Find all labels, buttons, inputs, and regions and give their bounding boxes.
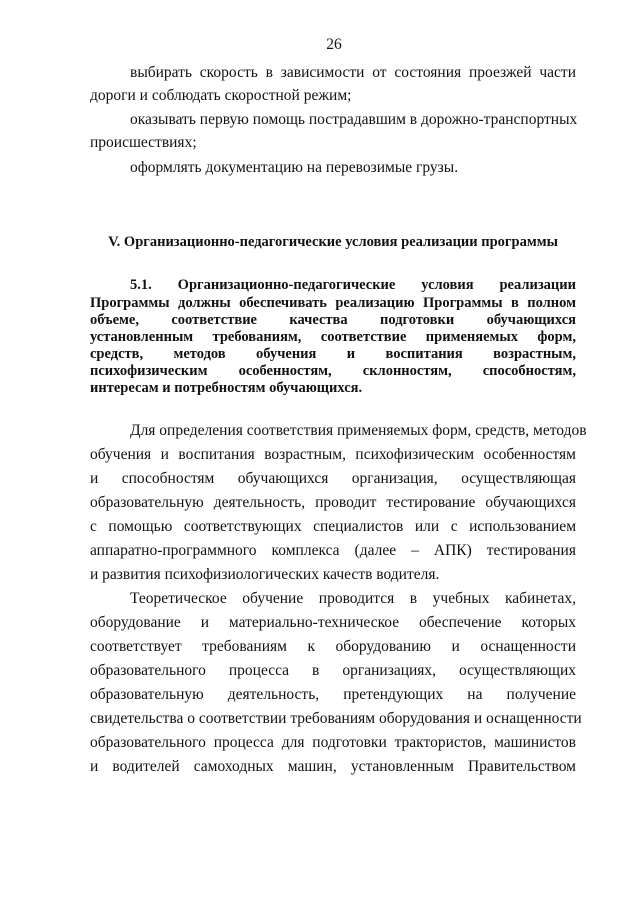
para2-line-7: образовательного процесса для подготовки трактористов, машинистов [90, 734, 576, 751]
bold-para-line-4: установленным требованиям, соответствие применяемых форм, [90, 329, 576, 345]
bold-para-line-3: объеме, соответствие качества подготовки обучающихся [90, 312, 576, 328]
bold-para-line-2: Программы должны обеспечивать реализацию Программы в полном [90, 295, 576, 311]
para2-line-3: соответствует требованиям к оборудованию и оснащенности [90, 638, 576, 655]
list-item-3-line-1: оформлять документацию на перевозимые грузы. [130, 159, 459, 176]
section-heading: V. Организационно-педагогические условия реализации программы [108, 234, 558, 250]
bold-para-line-1: 5.1. Организационно-педагогические условия реализации [130, 277, 576, 293]
para2-line-1: Теоретическое обучение проводится в учебных кабинетах, [130, 590, 576, 607]
para1-line-3: и способностям обучающихся организация, осуществляющая [90, 470, 576, 487]
list-item-2-line-1: оказывать первую помощь пострадавшим в дорожно-транспортных [130, 111, 578, 128]
para1-line-4: образовательную деятельность, проводит тестирование обучающихся [90, 494, 576, 511]
bold-para-line-6: психофизическим особенностям, склонностям, способностям, [90, 363, 576, 379]
page-number: 26 [326, 36, 342, 53]
bold-para-line-7: интересам и потребностям обучающихся. [90, 380, 363, 396]
para1-line-6: аппаратно-программного комплекса (далее – АПК) тестирования [90, 542, 576, 559]
list-item-1-line-2: дороги и соблюдать скоростной режим; [90, 87, 352, 104]
bold-para-line-5: средств, методов обучения и воспитания возрастным, [90, 346, 576, 362]
para1-line-5: с помощью соответствующих специалистов или с использованием [90, 518, 576, 535]
para2-line-2: оборудование и материально-техническое обеспечение которых [90, 614, 576, 631]
para2-line-8: и водителей самоходных машин, установленным Правительством [90, 758, 576, 775]
para1-line-2: обучения и воспитания возрастным, психофизическим особенностям [90, 446, 576, 463]
list-item-2-line-2: происшествиях; [90, 134, 197, 151]
list-item-1-line-1: выбирать скорость в зависимости от состояния проезжей части [130, 64, 576, 81]
para1-line-1: Для определения соответствия применяемых форм, средств, методов [130, 422, 587, 439]
para2-line-4: образовательного процесса в организациях, осуществляющих [90, 662, 576, 679]
para1-line-7: и развития психофизиологических качеств водителя. [90, 566, 440, 583]
para2-line-5: образовательную деятельность, претендующих на получение [90, 686, 576, 703]
para2-line-6: свидетельства о соответствии требованиям оборудования и оснащенности [90, 710, 582, 727]
